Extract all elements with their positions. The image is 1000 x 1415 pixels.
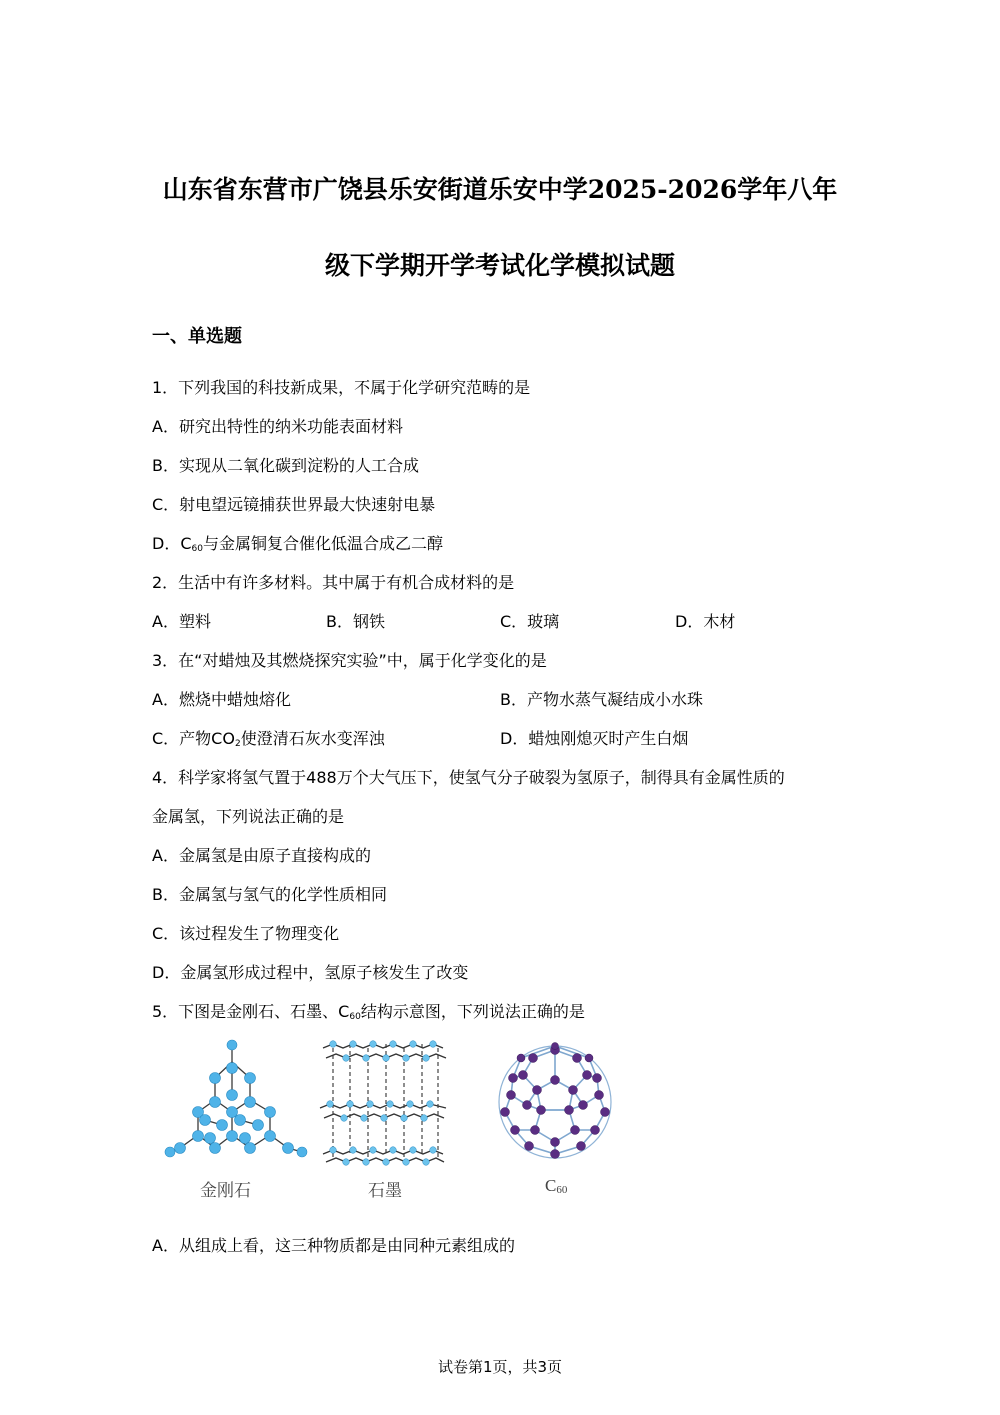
c60-structure-figure — [493, 1040, 618, 1165]
q4-stem-line-1: 4．科学家将氢气置于488万个大气压下，使氢气分子破裂为氢原子，制得具有金属性质的 — [152, 768, 785, 787]
graphite-structure-figure — [318, 1040, 448, 1165]
section-heading: 一、单选题 — [152, 326, 242, 347]
q2-option-b: B．钢铁 — [326, 612, 385, 631]
q4-option-a: A．金属氢是由原子直接构成的 — [152, 846, 371, 865]
q4-option-d: D．金属氢形成过程中，氢原子核发生了改变 — [152, 963, 469, 982]
q5-stem-subscript: 60 — [349, 1012, 361, 1022]
q5-stem-suffix: 结构示意图，下列说法正确的是 — [360, 1002, 585, 1021]
q5-stem — [152, 1001, 585, 1028]
c60-caption-subscript: 60 — [556, 1184, 568, 1196]
q3-c-subscript: 2 — [234, 739, 241, 749]
q3-option-a: A．燃烧中蜡烛熔化 — [152, 690, 291, 709]
q1-option-a: A．研究出特性的纳米功能表面材料 — [152, 417, 403, 436]
graphite-caption: 石墨 — [368, 1181, 402, 1200]
q3-c-suffix: 使澄清石灰水变浑浊 — [240, 729, 385, 748]
q2-option-d: D．木材 — [675, 612, 736, 631]
title-line-2: 级下学期开学考试化学模拟试题 — [324, 251, 675, 280]
q4-option-b: B．金属氢与氢气的化学性质相同 — [152, 885, 387, 904]
q1-option-c: C．射电望远镜捕获世界最大快速射电暴 — [152, 495, 436, 514]
q4-stem-line-2: 金属氢，下列说法正确的是 — [152, 807, 345, 826]
q1-stem: 1．下列我国的科技新成果，不属于化学研究范畴的是 — [152, 378, 531, 397]
q2-option-c: C．玻璃 — [500, 612, 560, 631]
diamond-structure-figure — [160, 1040, 310, 1165]
diamond-caption: 金刚石 — [200, 1181, 251, 1200]
q3-option-c — [152, 728, 385, 755]
q1-d-suffix: 与金属铜复合催化低温合成乙二醇 — [202, 534, 443, 553]
q3-stem: 3．在“对蜡烛及其燃烧探究实验”中，属于化学变化的是 — [152, 651, 547, 670]
q1-d-prefix: D．C — [152, 534, 192, 553]
q5-stem-prefix: 5．下图是金刚石、石墨、C — [152, 1002, 350, 1021]
q4-option-c: C．该过程发生了物理变化 — [152, 924, 340, 943]
q1-option-b: B．实现从二氧化碳到淀粉的人工合成 — [152, 456, 419, 475]
c60-caption-main: C — [545, 1176, 557, 1195]
q3-c-prefix: C．产物CO — [152, 729, 235, 748]
q3-option-d: D．蜡烛刚熄灭时产生白烟 — [500, 729, 689, 748]
q3-option-b: B．产物水蒸气凝结成小水珠 — [500, 690, 703, 709]
q5-option-a: A．从组成上看，这三种物质都是由同种元素组成的 — [152, 1236, 515, 1255]
c60-caption — [545, 1176, 567, 1196]
q2-option-a: A．塑料 — [152, 612, 211, 631]
q1-option-d — [152, 533, 443, 560]
page-footer: 试卷第1页，共3页 — [437, 1358, 563, 1376]
q2-stem: 2．生活中有许多材料。其中属于有机合成材料的是 — [152, 573, 515, 592]
title-line-1: 山东省东营市广饶县乐安街道乐安中学2025-2026学年八年 — [162, 175, 838, 204]
q1-d-subscript: 60 — [191, 544, 203, 554]
